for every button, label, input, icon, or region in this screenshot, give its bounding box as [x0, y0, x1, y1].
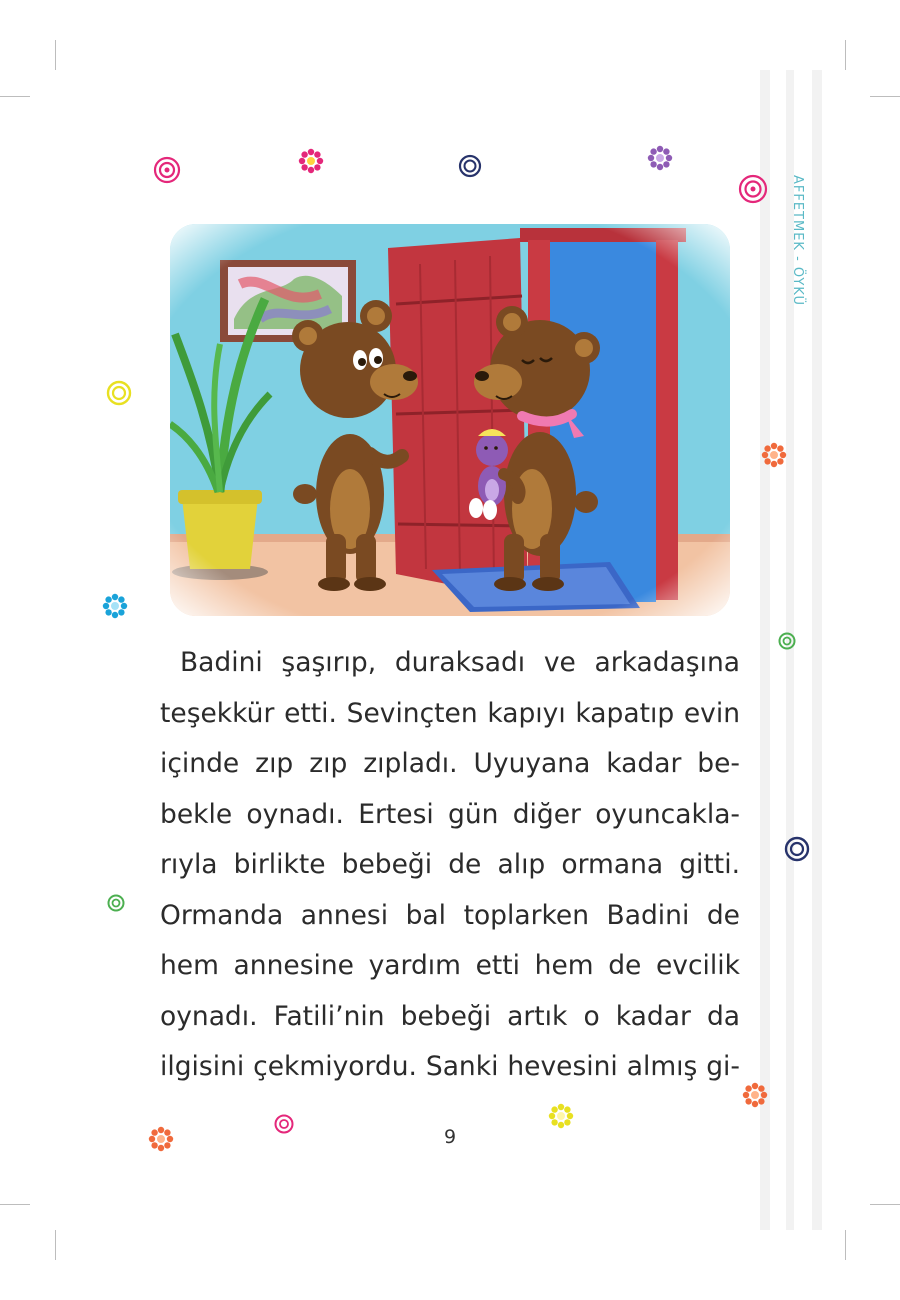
ring-icon [738, 174, 768, 204]
story-line: Badini şaşırıp, duraksadı ve arkadaşına [180, 647, 740, 678]
ring-icon [784, 836, 810, 862]
story-line: hem annesine yardım etti hem de evcilik [160, 950, 740, 981]
chapter-title: AFFETMEK - ÖYKÜ [790, 175, 805, 307]
flower-icon [761, 442, 787, 468]
story-line: ilgisini çekmiyordu. Sanki hevesini almış gi- [160, 1051, 740, 1082]
story-line: içinde zıp zıp zıpladı. Uyuyana kadar be- [160, 748, 740, 779]
flower-icon [298, 148, 324, 174]
page-number: 9 [443, 1126, 457, 1148]
story-line: bekle oynadı. Ertesi gün diğer oyuncakla- [160, 798, 740, 830]
story-line: Ormanda annesi bal toplarken Badini de [160, 899, 740, 931]
flower-icon [548, 1103, 574, 1129]
crop-mark [0, 1204, 30, 1205]
story-line: rıyla birlikte bebeği de alıp ormana gitti. [160, 849, 740, 880]
ring-icon [106, 380, 132, 406]
crop-mark [845, 1230, 846, 1260]
story-line: oynadı. Fatili’nin bebeği artık o kadar da [160, 1000, 740, 1032]
story-illustration [170, 224, 730, 616]
side-band [812, 70, 822, 1230]
ring-icon [778, 632, 796, 650]
flower-icon [102, 593, 128, 619]
crop-mark [870, 1204, 900, 1205]
ring-icon [274, 1114, 294, 1134]
crop-mark [870, 96, 900, 97]
flower-icon [148, 1126, 174, 1152]
crop-mark [55, 1230, 56, 1260]
crop-mark [0, 96, 30, 97]
flower-icon [647, 145, 673, 171]
crop-mark [845, 40, 846, 70]
ring-icon [458, 154, 482, 178]
side-band [760, 70, 770, 1230]
flower-icon [742, 1082, 768, 1108]
story-line: teşekkür etti. Sevinçten kapıyı kapatıp evin [160, 697, 740, 729]
crop-mark [55, 40, 56, 70]
ring-icon [107, 894, 125, 912]
story-text [160, 638, 740, 1093]
ring-icon [153, 156, 181, 184]
